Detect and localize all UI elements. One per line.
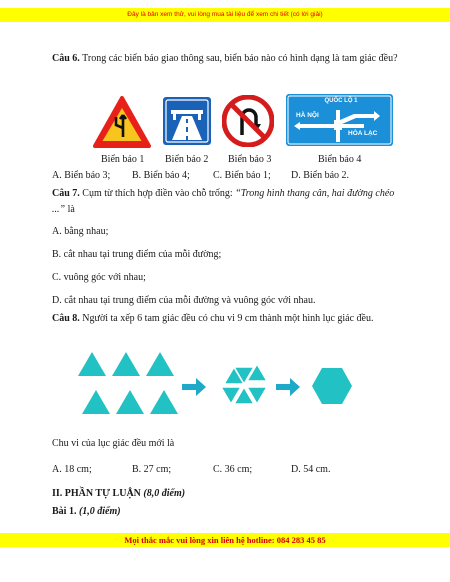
question-6-text: Trong các biển báo giao thông sau, biển báo nào có hình dạng là tam giác đều? [82, 53, 398, 64]
part-2-heading [52, 487, 185, 500]
sign-caption: Biển báo 2 [165, 154, 209, 165]
question-8-text: Người ta xếp 6 tam giác đều có chu vi 9 cm thành một hình lục giác đều. [82, 313, 374, 324]
q8-option-c: C. 36 cm; [213, 464, 253, 475]
q8-option-b: B. 27 cm; [132, 464, 172, 475]
sign-caption: Biển báo 4 [318, 154, 362, 165]
preview-banner: Đây là bản xem thử, vui lòng mua tài liệu để xem chi tiết (có lời giải) [0, 8, 450, 22]
question-7-number: Câu 7. [52, 188, 80, 199]
question-7-tail: là [67, 204, 75, 215]
q7-option-b: B. cắt nhau tại trung điểm của mỗi đường; [52, 249, 222, 260]
question-8-prompt: Chu vi của lục giác đều mới là [52, 438, 175, 449]
q7-option-d: D. cắt nhau tại trung điểm của mỗi đường và vuông góc với nhau. [52, 295, 316, 306]
sign-4-right-destination: HÒA LẠC [348, 130, 378, 137]
arrow-icon [276, 378, 300, 396]
q6-option-a: A. Biển báo 3; [52, 170, 111, 181]
q7-option-a: A. bằng nhau; [52, 226, 109, 237]
hotline-banner: Mọi thắc mắc vui lòng xin liên hệ hotline: 084 283 45 85 [0, 533, 450, 547]
sign-4-left-destination: HÀ NỘI [296, 112, 319, 119]
sign-1-triangle-warning [92, 95, 152, 149]
bai-1-points: (1,0 điểm) [78, 506, 121, 517]
question-6-number: Câu 6. [52, 53, 80, 64]
sign-3-circle-no-uturn [222, 95, 274, 147]
sign-caption: Biển báo 3 [228, 154, 272, 165]
q7-option-c: C. vuông góc với nhau; [52, 272, 146, 283]
arrow-icon [182, 378, 206, 396]
question-8-number: Câu 8. [52, 313, 80, 324]
sign-4-route-label: QUỐC LỘ 1 [324, 98, 358, 104]
question-6 [52, 52, 404, 65]
bai-1-title: Bài 1. [52, 506, 77, 517]
bai-1-heading [52, 505, 121, 518]
q6-option-b: B. Biển báo 4; [132, 170, 190, 181]
q8-option-d: D. 54 cm. [291, 464, 331, 475]
part-2-points: (8,0 điểm) [143, 488, 186, 499]
question-7-text: Cụm từ thích hợp điền vào chỗ trống: [82, 188, 233, 199]
part-2-title: II. PHẦN TỰ LUẬN [52, 488, 141, 499]
sign-4-direction-board [286, 94, 393, 146]
sign-2-square-expressway [162, 96, 212, 146]
q6-option-d: D. Biển báo 2. [291, 170, 350, 181]
q6-option-c: C. Biển báo 1; [213, 170, 271, 181]
sign-caption: Biển báo 1 [101, 154, 145, 165]
hexagon-figure [72, 340, 372, 418]
question-7-quote: “Trong hình thang cân, hai đường chéo ...” [52, 188, 395, 215]
q8-option-a: A. 18 cm; [52, 464, 92, 475]
question-7 [52, 186, 404, 218]
question-8 [52, 312, 404, 325]
